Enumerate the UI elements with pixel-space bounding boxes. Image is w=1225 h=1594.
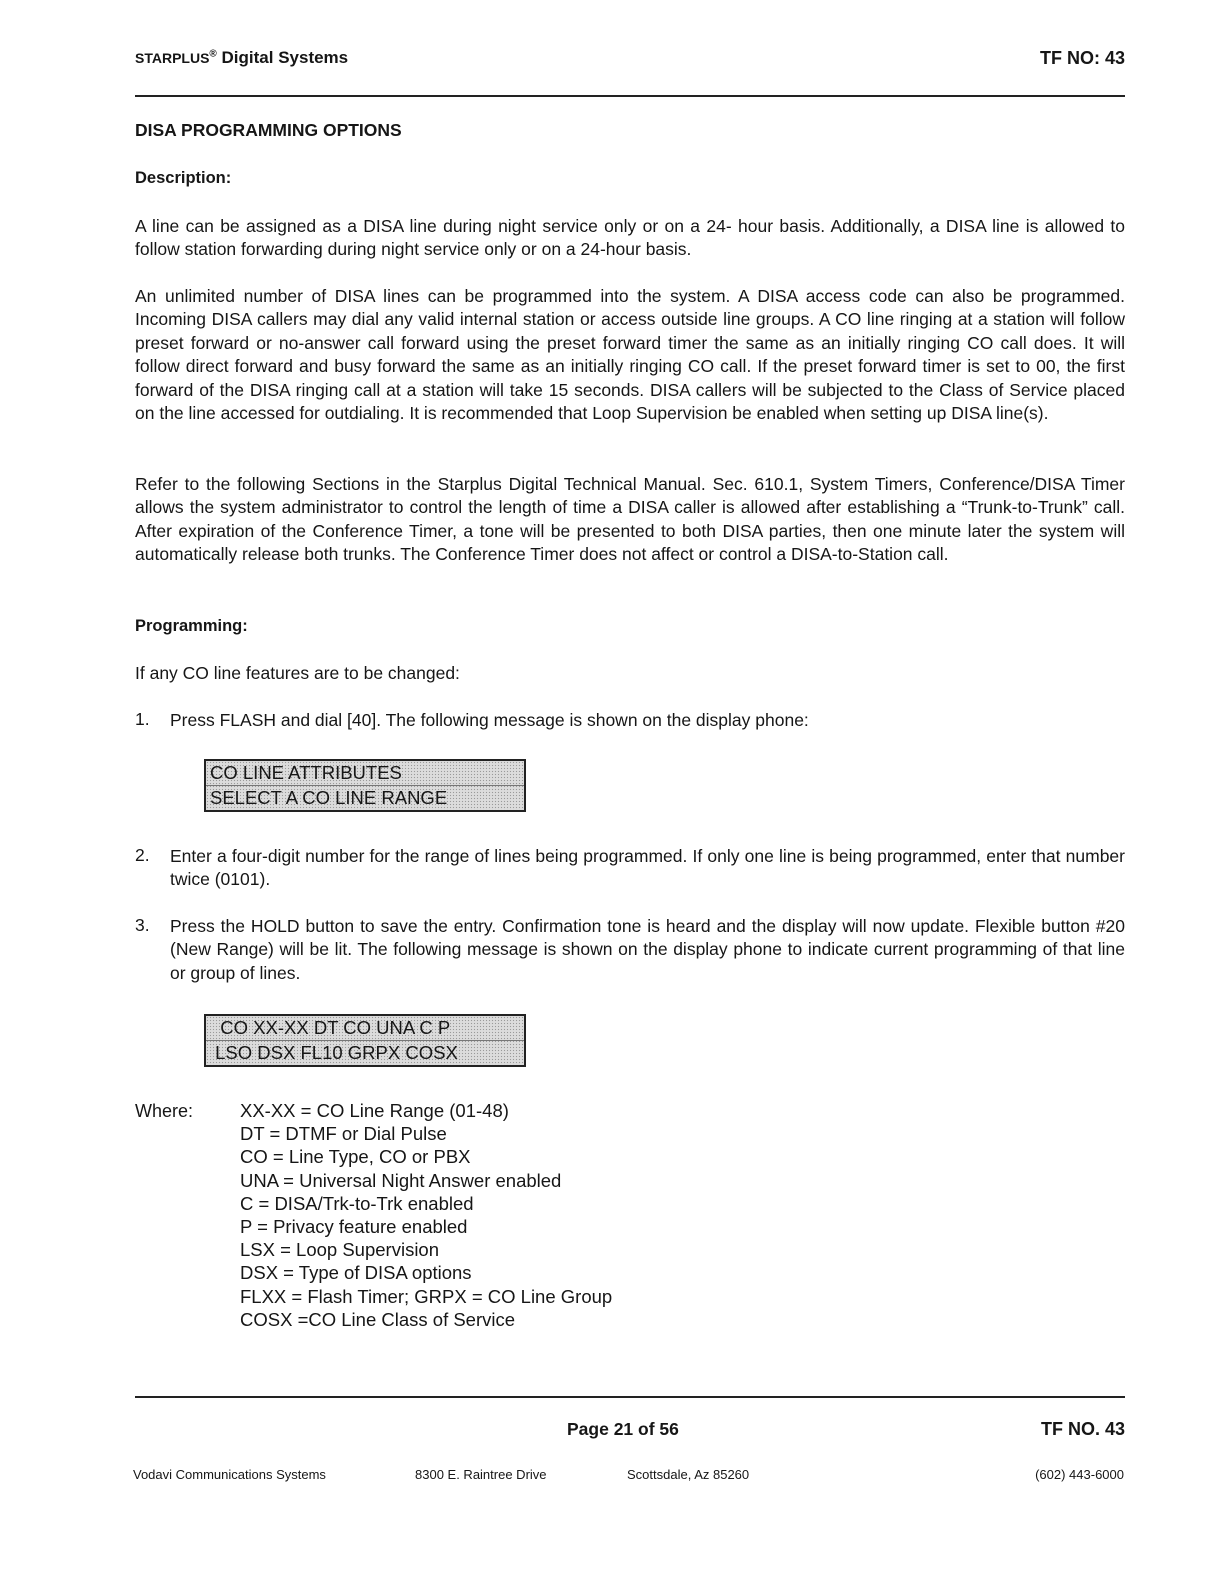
footer-rule bbox=[135, 1396, 1125, 1398]
page-title: DISA PROGRAMMING OPTIONS bbox=[135, 120, 402, 140]
footer-city: Scottsdale, Az 85260 bbox=[627, 1467, 750, 1482]
page-number: Page 21 of 56 bbox=[567, 1419, 679, 1439]
header-rule bbox=[135, 95, 1125, 97]
lcd-line: SELECT A CO LINE RANGE bbox=[206, 785, 524, 810]
legend-item: COSX =CO Line Class of Service bbox=[240, 1308, 516, 1330]
lcd-line: CO XX-XX DT CO UNA C P bbox=[210, 1017, 451, 1038]
lcd-display-line-settings bbox=[204, 1014, 526, 1067]
description-paragraph-3: Refer to the following Sections in the Starplus Digital Technical Manual. Sec. 610.1, System Timers, Conference/DISA Timer allows the system administrator to control the length of time a DISA caller is allowed after establishing a “Trunk-to-Trunk” call. After expiration of the Conference Timer, a tone will be presented to both DISA parties, then one minute later the system will automatically release both trunks. The Conference Timer does not affect or control a DISA-to-Station call. bbox=[135, 474, 1125, 565]
registered-mark: ® bbox=[209, 48, 217, 60]
description-paragraph-1: A line can be assigned as a DISA line during night service only or on a 24- hour basis. Additionally, a DISA line is allowed to follow station forwarding during night service only or on a 24-hour basis. bbox=[135, 216, 1125, 260]
step-number: 3. bbox=[135, 915, 150, 935]
brand-suffix: Digital Systems bbox=[216, 48, 349, 67]
description-paragraph-2: An unlimited number of DISA lines can be programmed into the system. A DISA access code can also be programmed. Incoming DISA callers may dial any valid internal station or access outside line groups. A CO line ringing at a station will follow preset forward or no-answer call forward using the preset forward timer the same as an initially ringing CO call does. It will follow direct forward and busy forward the same as an initially ringing CO call. If the preset forward timer is set to 00, the first forward of the DISA ringing call at a station will take 15 seconds. DISA callers will be subjected to the Class of Service placed on the line accessed for outdialing. It is recommended that Loop Supervision be enabled when setting up DISA line(s). bbox=[135, 286, 1125, 424]
step-number: 2. bbox=[135, 845, 150, 865]
footer-phone: (602) 443-6000 bbox=[1035, 1467, 1124, 1482]
lcd-line: LSO DSX FL10 GRPX COSX bbox=[206, 1040, 524, 1065]
legend-item: DSX = Type of DISA options bbox=[240, 1262, 472, 1284]
step-number: 1. bbox=[135, 709, 150, 729]
footer-address: 8300 E. Raintree Drive bbox=[415, 1467, 547, 1482]
where-label: Where: bbox=[135, 1101, 194, 1121]
legend-item: FLXX = Flash Timer; GRPX = CO Line Group bbox=[240, 1285, 613, 1307]
legend-item: CO = Line Type, CO or PBX bbox=[240, 1146, 471, 1168]
step-text: Enter a four-digit number for the range of lines being programmed. If only one line is being programmed, enter that number twice (0101). bbox=[170, 846, 1125, 890]
header-doc-id: TF NO: 43 bbox=[1039, 48, 1125, 68]
legend-item: C = DISA/Trk-to-Trk enabled bbox=[240, 1192, 474, 1214]
footer-doc-id: TF NO. 43 bbox=[1040, 1419, 1125, 1439]
footer-company: Vodavi Communications Systems bbox=[133, 1467, 326, 1482]
where-legend-list bbox=[240, 1099, 612, 1331]
legend-item: UNA = Universal Night Answer enabled bbox=[240, 1169, 562, 1191]
programming-heading: Programming: bbox=[135, 617, 248, 635]
description-heading: Description: bbox=[135, 169, 232, 187]
legend-item: P = Privacy feature enabled bbox=[240, 1216, 468, 1238]
lcd-display-co-line-attributes bbox=[204, 759, 526, 812]
legend-item: DT = DTMF or Dial Pulse bbox=[240, 1123, 447, 1145]
legend-item: LSX = Loop Supervision bbox=[240, 1239, 440, 1261]
step-text: Press FLASH and dial [40]. The following message is shown on the display phone: bbox=[170, 710, 809, 730]
programming-intro: If any CO line features are to be changed: bbox=[135, 663, 460, 683]
step-text: Press the HOLD button to save the entry. Confirmation tone is heard and the display will now update. Flexible button #20 (New Range) will be lit. The following message is shown on the display phone to indicate current programming of that line or group of lines. bbox=[170, 916, 1125, 983]
brand-header bbox=[135, 48, 348, 68]
legend-item: XX-XX = CO Line Range (01-48) bbox=[240, 1100, 509, 1121]
lcd-line: CO LINE ATTRIBUTES bbox=[210, 762, 402, 783]
brand-prefix: STARPLUS bbox=[135, 50, 210, 66]
